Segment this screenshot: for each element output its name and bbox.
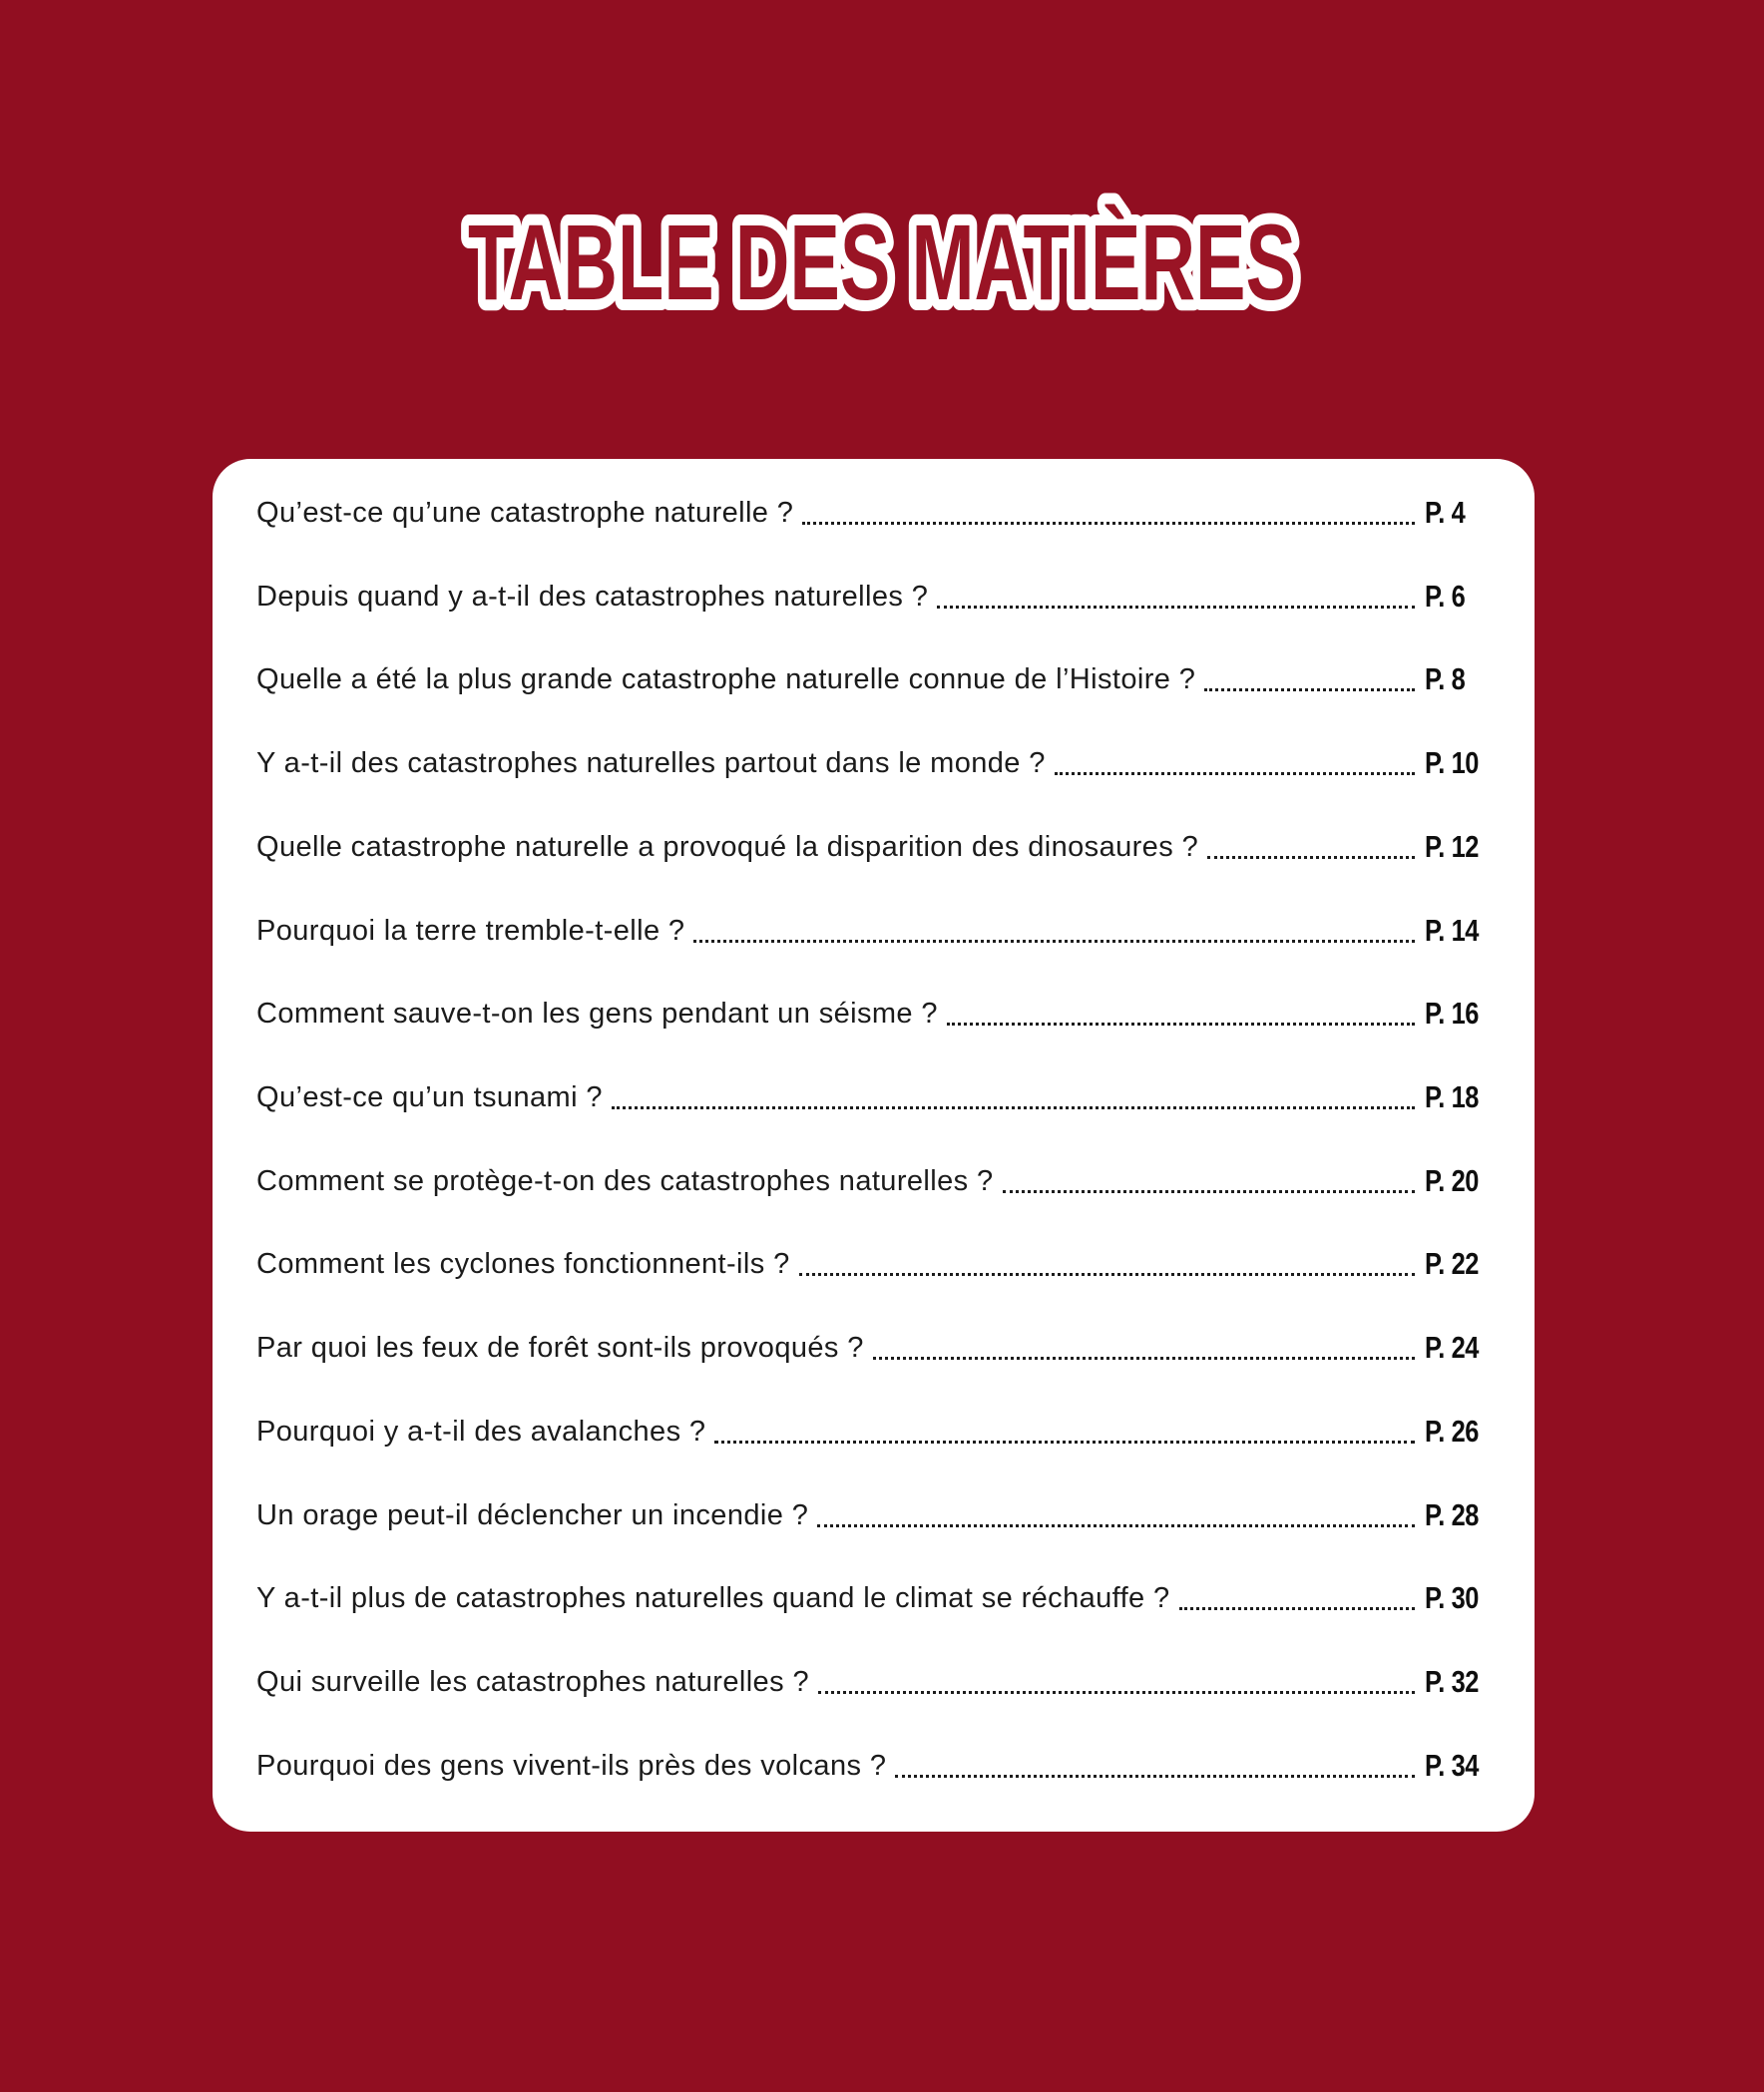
toc-entry <box>256 493 1493 533</box>
dotted-leader <box>895 1775 1415 1778</box>
toc-entry-label: Qui surveille les catastrophes naturelles ? <box>256 1666 809 1699</box>
dotted-leader <box>612 1106 1415 1109</box>
toc-entry <box>256 659 1493 699</box>
toc-entry <box>256 1578 1493 1618</box>
page-title <box>0 0 1764 399</box>
toc-entry-label: Comment se protège-t-on des catastrophes naturelles ? <box>256 1164 994 1197</box>
toc-entry <box>256 1495 1493 1535</box>
toc-entry-label: Quelle catastrophe naturelle a provoqué la disparition des dinosaures ? <box>256 830 1199 863</box>
toc-entry-page-number: P. 34 <box>1425 1747 1480 1783</box>
dotted-leader <box>1204 688 1415 691</box>
toc-entry-label: Qu’est-ce qu’un tsunami ? <box>256 1081 603 1114</box>
toc-entry <box>256 911 1493 951</box>
toc-entry-page-number: P. 18 <box>1425 1079 1480 1115</box>
dotted-leader <box>818 1691 1415 1694</box>
toc-entry <box>256 743 1493 783</box>
toc-entry-label: Comment sauve-t-on les gens pendant un séisme ? <box>256 998 938 1031</box>
toc-entry <box>256 1244 1493 1284</box>
toc-entry-page-number: P. 16 <box>1425 996 1480 1032</box>
toc-entry-label: Pourquoi y a-t-il des avalanches ? <box>256 1415 706 1448</box>
toc-entry-page-number: P. 32 <box>1425 1664 1480 1700</box>
toc-entry-label: Y a-t-il des catastrophes naturelles partout dans le monde ? <box>256 747 1046 780</box>
dotted-leader <box>873 1357 1415 1360</box>
toc-entry-label: Comment les cyclones fonctionnent-ils ? <box>256 1248 790 1281</box>
toc-entry <box>256 994 1493 1034</box>
toc-entry <box>256 1412 1493 1452</box>
toc-entry <box>256 1746 1493 1786</box>
dotted-leader <box>693 940 1415 943</box>
dotted-leader <box>1003 1190 1415 1193</box>
toc-entry-page-number: P. 14 <box>1425 912 1480 948</box>
toc-entry-label: Par quoi les feux de forêt sont-ils provoqués ? <box>256 1332 864 1365</box>
toc-entry-label: Y a-t-il plus de catastrophes naturelles quand le climat se réchauffe ? <box>256 1582 1170 1615</box>
toc-entry-page-number: P. 30 <box>1425 1580 1480 1616</box>
toc-entry-label: Pourquoi la terre tremble-t-elle ? <box>256 914 685 947</box>
dotted-leader <box>802 522 1415 525</box>
toc-entry <box>256 1077 1493 1117</box>
toc-entry <box>256 827 1493 867</box>
toc-entry <box>256 1662 1493 1702</box>
toc-entry <box>256 577 1493 617</box>
toc-entry-page-number: P. 6 <box>1425 578 1466 614</box>
toc-entry <box>256 1328 1493 1368</box>
toc-entry-page-number: P. 26 <box>1425 1413 1480 1449</box>
toc-entry-page-number: P. 10 <box>1425 745 1480 781</box>
dotted-leader <box>714 1441 1415 1444</box>
toc-entry-label: Qu’est-ce qu’une catastrophe naturelle ? <box>256 497 794 529</box>
dotted-leader <box>799 1273 1415 1276</box>
dotted-leader <box>937 606 1415 609</box>
toc-entry-label: Un orage peut-il déclencher un incendie ? <box>256 1498 809 1531</box>
dotted-leader <box>947 1023 1415 1026</box>
toc-entry-label: Quelle a été la plus grande catastrophe naturelle connue de l’Histoire ? <box>256 663 1196 696</box>
toc-entry-page-number: P. 12 <box>1425 828 1480 864</box>
toc-entry-page-number: P. 28 <box>1425 1496 1480 1532</box>
dotted-leader <box>1207 856 1415 859</box>
toc-entry <box>256 1161 1493 1201</box>
toc-entry-label: Depuis quand y a-t-il des catastrophes naturelles ? <box>256 580 929 613</box>
toc-entry-page-number: P. 20 <box>1425 1162 1480 1198</box>
dotted-leader <box>817 1524 1415 1527</box>
toc-entry-page-number: P. 24 <box>1425 1330 1480 1366</box>
dotted-leader <box>1055 772 1415 775</box>
toc-entry-page-number: P. 4 <box>1425 495 1466 530</box>
toc-entry-page-number: P. 22 <box>1425 1246 1480 1282</box>
toc-entry-label: Pourquoi des gens vivent-ils près des volcans ? <box>256 1749 887 1782</box>
dotted-leader <box>1179 1607 1415 1610</box>
toc-card <box>213 459 1535 1832</box>
toc-entry-page-number: P. 8 <box>1425 661 1466 697</box>
page-title-text: TABLE DES MATIÈRES <box>468 202 1296 322</box>
